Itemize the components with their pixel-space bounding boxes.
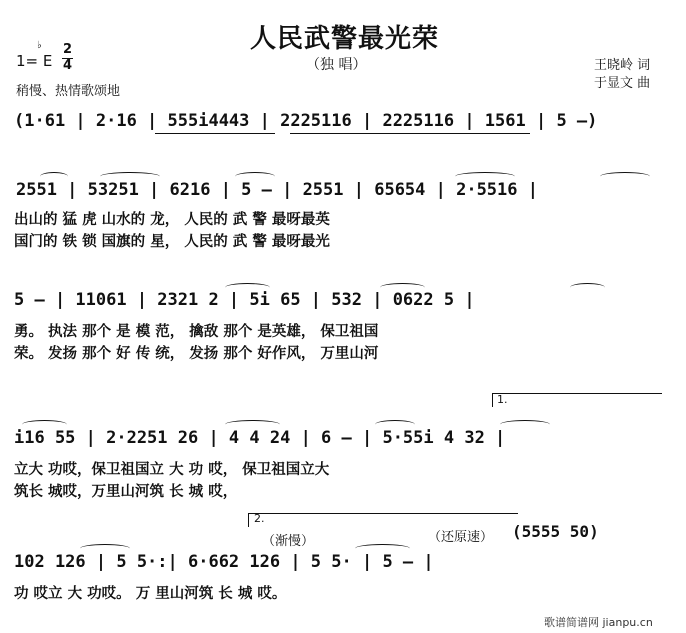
slur — [40, 172, 68, 181]
flat-sign: ♭ — [37, 40, 42, 51]
slur — [225, 420, 280, 429]
ritardando-marking: （渐慢） — [262, 534, 315, 549]
volta-1-label: 1. — [497, 393, 508, 406]
score-row-3: 5 – | 11061 | 2321 2 | 5i 65 | 532 | 0622 5 | — [14, 290, 475, 310]
score-row-4: i16 55 | 2·2251 26 | 4 4 24 | 6 – | 5·55i 4 32 | — [14, 428, 506, 448]
lyrics-row-3-verse-2: 荣。 发扬 那个 好 传 统， 发扬 那个 好作风， 万里山河 — [14, 346, 379, 362]
slur — [500, 420, 550, 429]
lyrics-row-4-verse-1: 立大 功哎，保卫祖国立 大 功 哎， 保卫祖国立大 — [14, 462, 330, 478]
beam — [155, 133, 275, 134]
key-label: 1= E — [16, 52, 53, 70]
key-signature — [16, 52, 52, 70]
tempo-marking: 稍慢、热情歌颂地 — [16, 84, 121, 99]
lyricist-credit: 王晓岭 词 — [594, 58, 651, 73]
performance-subtitle: （独 唱） — [306, 57, 367, 73]
lyrics-row-3-verse-1: 勇。 执法 那个 是 模 范， 擒敌 那个 是英雄， 保卫祖国 — [14, 324, 379, 340]
a-tempo-marking: （还原速） — [428, 530, 494, 545]
composer-credit: 于显文 曲 — [594, 76, 651, 91]
time-signature-top: 2 — [63, 42, 73, 57]
lyrics-row-2-verse-1: 出山的 猛 虎 山水的 龙， 人民的 武 警 最呀最英 — [14, 212, 330, 228]
slur — [570, 283, 605, 292]
lyrics-row-4-verse-2: 筑长 城哎，万里山河筑 长 城 哎， — [14, 484, 238, 500]
volta-1-bracket — [492, 393, 662, 394]
slur — [375, 420, 415, 429]
slur — [80, 544, 130, 553]
score-row-1: (1·61 | 2·16 | 555i4443 | 2225116 | 2225116 | 1561 | 5 –) — [14, 111, 598, 131]
ending-figure: (5555 50) — [512, 522, 599, 541]
volta-1-bracket-edge — [492, 393, 493, 407]
time-signature-bottom: 4 — [63, 58, 73, 73]
watermark: 歌谱简谱网 jianpu.cn — [544, 616, 653, 629]
score-row-2: 2551 | 53251 | 6216 | 5 – | 2551 | 65654 | 2·5516 | — [16, 180, 538, 200]
volta-2-label: 2. — [254, 512, 265, 525]
slur — [235, 172, 275, 181]
page-title: 人民武警最光荣 — [250, 24, 440, 54]
slur — [22, 420, 67, 429]
slur — [380, 283, 425, 292]
score-row-5: 102 126 | 5 5·:| 6·662 126 | 5 5· | 5 – | — [14, 552, 434, 572]
slur — [100, 172, 160, 181]
slur — [600, 172, 650, 181]
slur — [355, 544, 410, 553]
beam — [290, 133, 530, 134]
lyrics-row-5: 功 哎立 大 功哎。 万 里山河筑 长 城 哎。 — [14, 586, 287, 602]
volta-2-bracket-edge — [248, 513, 249, 527]
slur — [455, 172, 515, 181]
slur — [225, 283, 270, 292]
lyrics-row-2-verse-2: 国门的 铁 锁 国旗的 星， 人民的 武 警 最呀最光 — [14, 234, 330, 250]
volta-2-bracket — [248, 513, 518, 514]
